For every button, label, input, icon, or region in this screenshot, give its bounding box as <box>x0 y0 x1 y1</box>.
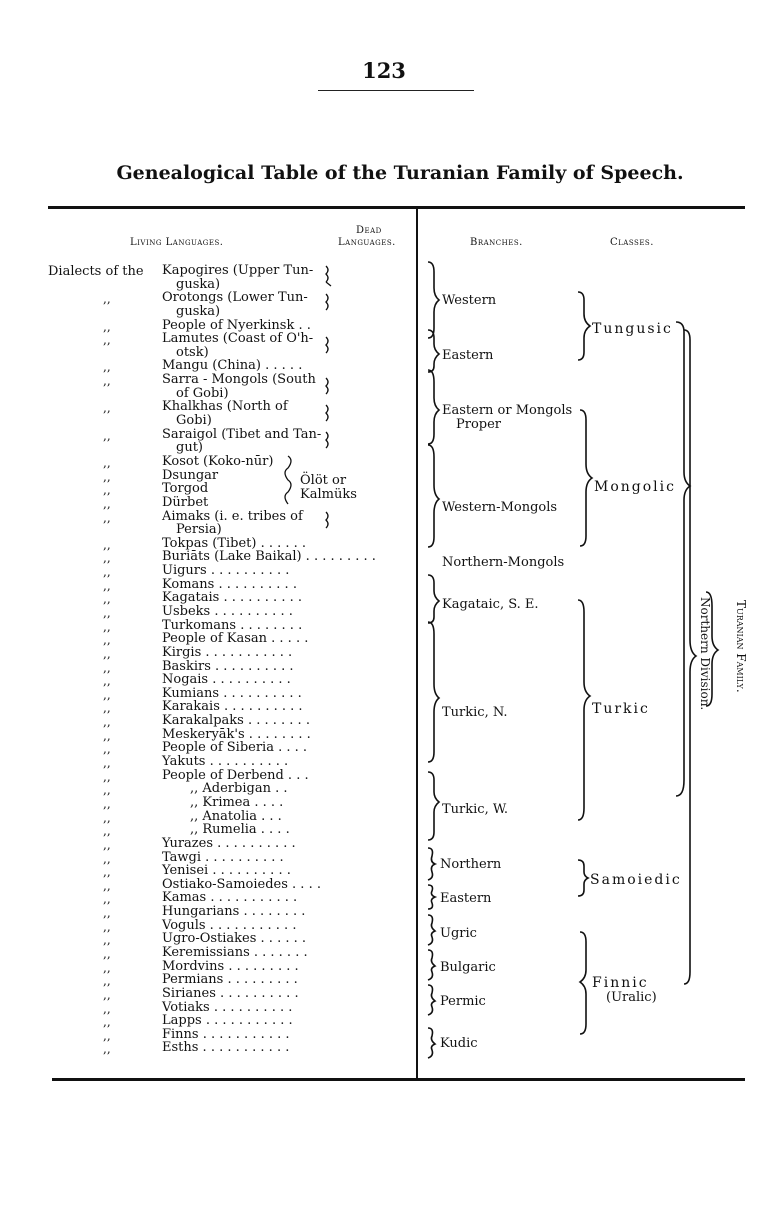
ditto-mark: ,, <box>103 374 111 389</box>
language-entry: People of Siberia . . . . <box>162 740 308 756</box>
ditto-mark: ,, <box>103 728 111 743</box>
language-entry: Kagatais . . . . . . . . . . <box>162 590 302 606</box>
class-finnic: Finnic <box>592 975 649 991</box>
branch-ugric: Ugric <box>440 926 477 941</box>
ditto-mark: ,, <box>103 1015 111 1030</box>
ditto-mark: ,, <box>103 619 111 634</box>
language-entry: Kirgis . . . . . . . . . . . <box>162 644 293 660</box>
class-turkic: Turkic <box>592 701 650 717</box>
class-samoiedic: Samoiedic <box>590 872 682 888</box>
ditto-mark: ,, <box>103 646 111 661</box>
language-entry: Gobi) <box>176 413 212 429</box>
language-entry: Mangu (China) . . . . . <box>162 358 303 374</box>
language-entry: Orotongs (Lower Tun- <box>162 290 308 306</box>
ditto-mark: ,, <box>103 960 111 975</box>
language-entry: Aimaks (i. e. tribes of <box>162 508 303 524</box>
language-entry: Votiaks . . . . . . . . . . <box>162 999 293 1015</box>
ditto-mark: ,, <box>103 333 111 348</box>
ditto-mark: ,, <box>103 892 111 907</box>
language-entry: Kapogires (Upper Tun- <box>162 263 314 278</box>
language-entry: Hungarians . . . . . . . . <box>162 904 306 920</box>
language-entry: Usbeks . . . . . . . . . . <box>162 604 293 619</box>
language-entry: Yakuts . . . . . . . . . . <box>162 754 289 770</box>
branch-eastern-mongols: Eastern or Mongols <box>442 403 573 418</box>
language-entry: Karakalpaks . . . . . . . . <box>162 713 310 729</box>
ditto-mark: ,, <box>103 592 111 607</box>
language-entry: Mordvins . . . . . . . . . <box>162 958 299 974</box>
language-entry: Voguls . . . . . . . . . . . <box>162 917 297 933</box>
class-tungusic: Tungusic <box>592 321 673 337</box>
ditto-mark: ,, <box>103 428 111 443</box>
ditto-mark: ,, <box>103 824 111 839</box>
language-entry: Tokpas (Tibet) . . . . . . <box>162 535 307 551</box>
ditto-mark: ,, <box>103 606 111 620</box>
ditto-mark: ,, <box>103 660 111 675</box>
language-entry: Uigurs . . . . . . . . . . <box>162 563 290 579</box>
ditto-mark: ,, <box>103 551 111 566</box>
language-entry: Karakais . . . . . . . . . . <box>162 699 303 715</box>
ditto-mark: ,, <box>103 865 111 880</box>
ditto-mark: ,, <box>103 455 111 470</box>
language-entry: Meskeryāk's . . . . . . . . <box>162 726 311 742</box>
language-entry: gut) <box>176 440 203 456</box>
branch-kagataic: Kagataic, S. E. <box>442 597 539 612</box>
ditto-mark: ,, <box>103 565 111 580</box>
turanian-family-label: Turanian Family. <box>734 600 748 693</box>
branch-bulgaric: Bulgaric <box>440 960 496 975</box>
header-classes: Classes. <box>610 237 654 248</box>
language-entry: Baskirs . . . . . . . . . . <box>162 658 294 674</box>
language-entry: People of Derbend . . . <box>162 767 309 783</box>
ditto-mark: ,, <box>103 987 111 1002</box>
branch-turkic-w: Turkic, W. <box>442 802 509 817</box>
language-entry: Persia) <box>176 522 222 538</box>
ditto-mark: ,, <box>103 674 111 689</box>
ditto-mark: ,, <box>103 537 111 552</box>
branch-northern-mongols: Northern-Mongols <box>442 555 565 570</box>
northern-division-label: Northern Division. <box>698 597 712 711</box>
branch-permic: Permic <box>440 994 486 1009</box>
language-entry: Kosot (Koko-nūr) <box>162 453 274 469</box>
header-dead-1: Dead <box>356 225 382 236</box>
ditto-mark: ,, <box>103 360 111 375</box>
branch-western-mongols: Western-Mongols <box>442 500 558 515</box>
language-entry: Turkomans . . . . . . . . <box>162 617 303 633</box>
ditto-mark: ,, <box>103 837 111 852</box>
ditto-mark: ,, <box>103 1028 111 1043</box>
language-entry: guska) <box>176 303 221 319</box>
ditto-mark: ,, <box>103 810 111 825</box>
ditto-mark: ,, <box>103 1001 111 1016</box>
language-entry: ,, Rumelia . . . . <box>190 822 290 838</box>
ditto-mark: ,, <box>103 756 111 771</box>
language-entry: ,, Anatolia . . . <box>190 808 282 824</box>
ditto-mark: ,, <box>103 633 111 648</box>
ditto-mark: ,, <box>103 742 111 757</box>
language-entry: Keremissians . . . . . . . <box>162 945 308 960</box>
ditto-mark: ,, <box>103 796 111 811</box>
language-entry: Sirianes . . . . . . . . . . <box>162 985 299 1001</box>
ditto-mark: ,, <box>103 496 111 511</box>
ditto-mark: ,, <box>103 701 111 716</box>
ditto-mark: ,, <box>103 769 111 784</box>
class-mongolic: Mongolic <box>594 479 676 495</box>
language-entry: Dürbet <box>162 494 209 510</box>
language-entry: Lapps . . . . . . . . . . . <box>162 1013 293 1029</box>
branch-eastern-mongols-proper: Proper <box>456 417 502 432</box>
language-entry: Tawgi . . . . . . . . . . <box>162 849 284 865</box>
language-entry: Saraigol (Tibet and Tan- <box>162 426 322 442</box>
language-entry: Komans . . . . . . . . . . <box>162 576 297 592</box>
language-entry: Buriāts (Lake Baikal) . . . . . . . . . <box>162 549 376 565</box>
branch-western: Western <box>442 293 497 308</box>
dead-language-2: Kalmüks <box>300 487 357 502</box>
ditto-mark: ,, <box>103 933 111 948</box>
language-entry: Finns . . . . . . . . . . . <box>162 1026 290 1042</box>
language-entry: Ostiako-Samoiedes . . . . <box>162 876 321 892</box>
language-entry: Sarra - Mongols (South <box>162 372 316 388</box>
language-entry: Dsungar <box>162 467 219 483</box>
ditto-mark: ,, <box>103 974 111 989</box>
header-branches: Branches. <box>470 237 523 248</box>
language-entry: Kumians . . . . . . . . . . <box>162 685 302 701</box>
language-entry: Permians . . . . . . . . . <box>162 972 298 988</box>
ditto-mark: ,, <box>103 906 111 921</box>
ditto-mark: ,, <box>103 578 111 593</box>
page-number: 123 <box>362 58 406 83</box>
language-entry: of Gobi) <box>176 385 229 401</box>
ditto-mark: ,, <box>103 947 111 961</box>
language-entry: Yenisei . . . . . . . . . . <box>162 863 291 879</box>
ditto-mark: ,, <box>103 510 111 525</box>
language-entry: Ugro-Ostiakes . . . . . . <box>162 931 307 947</box>
language-entry: People of Nyerkinsk . . <box>162 317 311 333</box>
ditto-mark: ,, <box>103 783 111 798</box>
page-title: Genealogical Table of the Turanian Family of Speech. <box>116 162 684 184</box>
language-entry: ,, Aderbigan . . <box>190 781 288 797</box>
language-entry: Lamutes (Coast of O'h- <box>162 331 314 347</box>
language-entry: Khalkhas (North of <box>162 399 288 415</box>
header-dead-2: Languages. <box>338 237 396 248</box>
dialects-prefix: Dialects of the <box>48 264 144 279</box>
dead-language-1: Ölöt or <box>300 473 347 488</box>
ditto-mark: ,, <box>103 469 111 484</box>
header-living-languages: Living Languages. <box>130 237 224 248</box>
ditto-mark: ,, <box>103 851 111 866</box>
class-uralic: (Uralic) <box>606 990 657 1005</box>
ditto-mark: ,, <box>103 292 111 307</box>
ditto-mark: ,, <box>103 319 111 334</box>
ditto-mark: ,, <box>103 919 111 934</box>
ditto-mark: ,, <box>103 401 111 416</box>
language-entry: Kamas . . . . . . . . . . . <box>162 890 298 906</box>
language-entry: Torgod <box>162 481 209 497</box>
branch-northern: Northern <box>440 857 502 872</box>
branch-turkic-n: Turkic, N. <box>442 705 508 720</box>
ditto-mark: ,, <box>103 1042 111 1057</box>
ditto-mark: ,, <box>103 878 111 893</box>
branch-kudic: Kudic <box>440 1036 478 1051</box>
language-entry: Yurazes . . . . . . . . . . <box>162 835 296 851</box>
branch-eastern: Eastern <box>442 348 494 363</box>
language-entry: guska) <box>176 276 221 292</box>
ditto-mark: ,, <box>103 687 111 702</box>
language-entry: Nogais . . . . . . . . . . <box>162 672 291 688</box>
language-entry: Esths . . . . . . . . . . . <box>162 1040 290 1056</box>
ditto-mark: ,, <box>103 715 111 730</box>
language-entry: ,, Krimea . . . . <box>190 794 284 810</box>
branch-eastern-samoiedic: Eastern <box>440 891 492 906</box>
language-entry: People of Kasan . . . . . <box>162 631 309 647</box>
language-entry: otsk) <box>176 344 209 360</box>
ditto-mark: ,, <box>103 483 111 498</box>
